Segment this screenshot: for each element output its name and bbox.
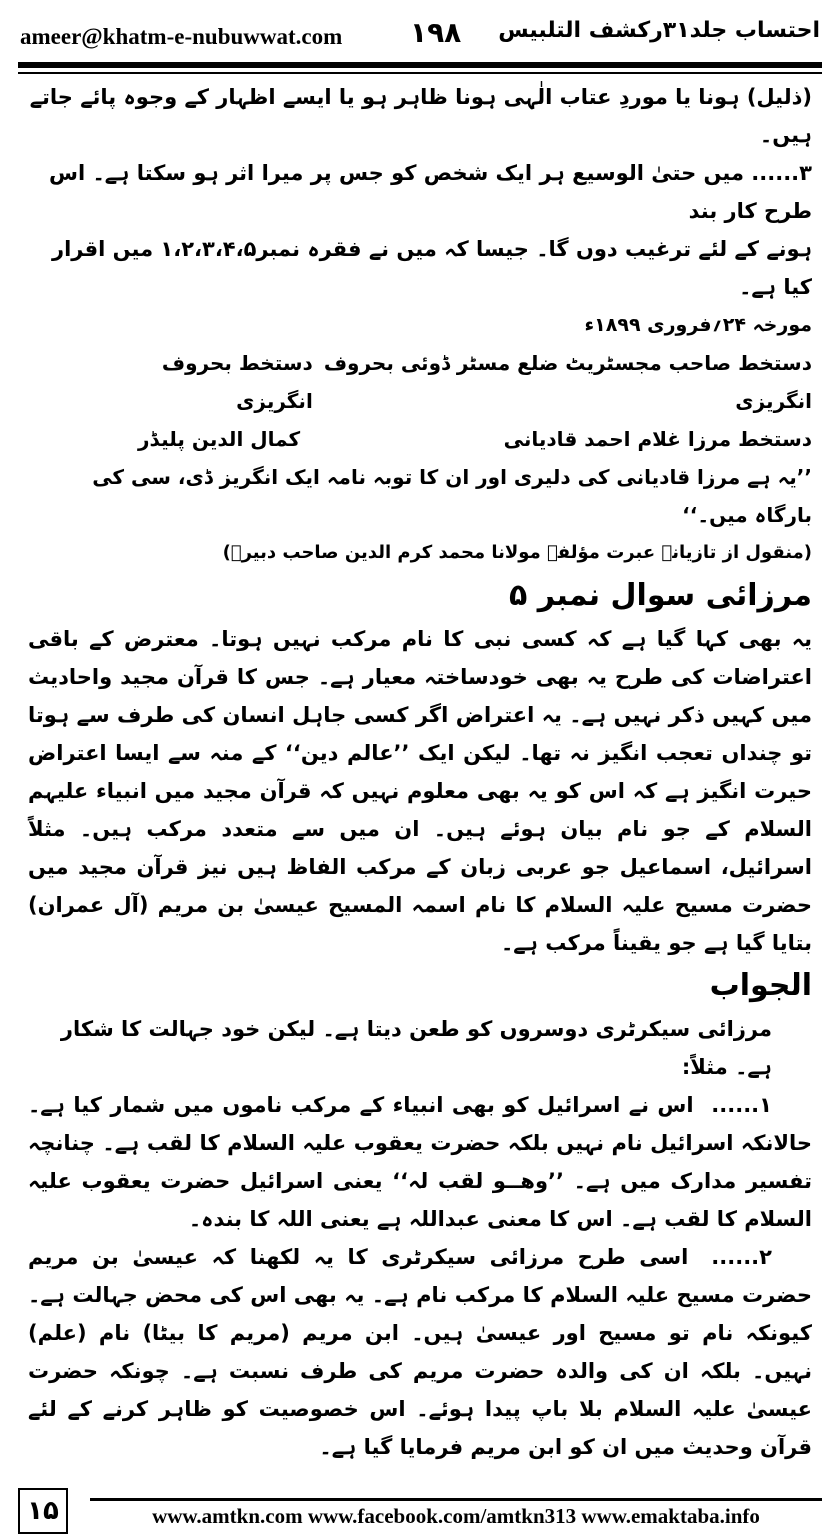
page-header: [18, 12, 822, 56]
footer-urls: www.amtkn.com www.facebook.com/amtkn313 www.emaktaba.info: [152, 1504, 760, 1528]
question-heading: مرزائی سوال نمبر ۵: [509, 578, 812, 613]
point-2-text: اسی طرح مرزائی سیکرٹری کا یہ لکھنا کہ عیسیٰ بن مریم حضرت مسیح علیہ السلام کا مرکب نام ہے۔ یہ بھی اس کی محض جہالت ہے۔ کیونکہ نام تو مسیح اور عیسیٰ ہیں۔ ابن مریم (مریم کا بیٹا) نام (علم) نہیں۔ بلکہ ان کی والدہ حضرت مریم کی طرف نسبت ہے۔ چونکہ حضرت عیسیٰ علیہ السلام بلا باپ پیدا ہوئے۔ اس خصوصیت کو ظاہر کرنے کے لئے قرآن وحدیث میں ان کو ابن مریم فرمایا گیا ہے۔: [28, 1245, 812, 1459]
question-paragraph: یہ بھی کہا گیا ہے کہ کسی نبی کا نام مرکب نہیں ہوتا۔ معترض کے باقی اعتراضات کی طرح یہ بھی خودساختہ معیار ہے۔ جس کا قرآن مجید واحادیث میں کہیں ذکر نہیں ہے۔ یہ اعتراض اگر کسی جاہل انسان کی طرف سے ہوتا تو چنداں تعجب انگیز نہ تھا۔ لیکن ایک ’’عالم دین‘‘ کے منہ سے ایسا اعتراض حیرت انگیز ہے کہ اس کو یہ بھی معلوم نہیں کہ قرآن مجید میں انبیاء علیہم السلام کے جو نام بیان ہوئے ہیں۔ ان میں سے متعدد مرکب ہیں۔ مثلاً اسرائیل، اسماعیل جو عربی زبان کے مرکب الفاظ ہیں نیز قرآن مجید میں حضرت مسیح علیہ السلام کا نام اسمہ المسیح عیسیٰ بن مریم (آل عمران) بتایا گیا ہے جو یقیناً مرکب ہے۔: [28, 627, 812, 955]
answer-heading: الجواب: [709, 968, 812, 1003]
point-1-number: ۱......: [711, 1093, 772, 1117]
signature-pleader: کمال الدین پلیڈر: [138, 427, 301, 451]
running-title: احتساب جلد۳۱رکشف التلبیس: [498, 18, 820, 43]
date-line: مورخہ ۲۴؍فروری ۱۸۹۹ء: [584, 314, 812, 336]
quote-line: ’’یہ ہے مرزا قادیانی کی دلیری اور ان کا توبہ نامہ ایک انگریز ڈی، سی کی بارگاہ میں۔‘‘: [92, 465, 812, 527]
signature-mirza: دستخط مرزا غلام احمد قادیانی: [503, 427, 812, 451]
answer-intro: مرزائی سیکرٹری دوسروں کو طعن دیتا ہے۔ لیکن خود جہالت کا شکار ہے۔ مثلاً:: [60, 1017, 772, 1079]
footer-rule: [90, 1498, 822, 1501]
source-citation: (منقول از تازیانہ عبرت مؤلفہ مولانا محمد کرم الدین صاحب دبیرؒ): [222, 542, 812, 563]
header-rule-thin: [18, 72, 822, 74]
body-line-3: ہونے کے لئے ترغیب دوں گا۔ جیسا کہ میں نے فقرہ نمبر۱،۲،۳،۴،۵ میں اقرار کیا ہے۔: [52, 237, 812, 299]
header-rule-thick: [18, 62, 822, 68]
signature-row-2: [28, 420, 812, 458]
footer-page-box: ۱۵: [18, 1488, 68, 1534]
signature-row-1: [28, 344, 812, 420]
body-line-2: ۳...... میں حتیٰ الوسیع ہر ایک شخص کو جس پر میرا اثر ہو سکتا ہے۔ اس طرح کار بند: [48, 161, 812, 223]
signature-magistrate: دستخط صاحب مجسٹریٹ ضلع مسٹر ڈوئی بحروف انگریزی: [323, 351, 812, 413]
header-email: ameer@khatm-e-nubuwwat.com: [20, 24, 343, 49]
point-2-number: ۲......: [711, 1245, 772, 1269]
signature-english-1: دستخط بحروف انگریزی: [161, 351, 313, 413]
point-1-text: اس نے اسرائیل کو بھی انبیاء کے مرکب ناموں میں شمار کیا ہے۔ حالانکہ اسرائیل نام نہیں بلکہ حضرت یعقوب علیہ السلام کا لقب ہے۔ چنانچہ تفسیر مدارک میں ہے۔ ’’وھــو لقب لہ‘‘ یعنی اسرائیل حضرت یعقوب علیہ السلام کا لقب ہے۔ اس کا معنی عبداللہ ہے یعنی اللہ کا بندہ۔: [28, 1093, 812, 1231]
page-body: [28, 78, 812, 1466]
answer-point-2: [28, 1238, 812, 1466]
answer-point-1: [28, 1086, 812, 1238]
body-line-1: (ذلیل) ہونا یا موردِ عتاب الٰہی ہونا ظاہر ہو یا ایسے اظہار کے وجوہ پائے جاتے ہیں۔: [29, 85, 812, 147]
page-number: ۱۹۸: [410, 16, 462, 49]
